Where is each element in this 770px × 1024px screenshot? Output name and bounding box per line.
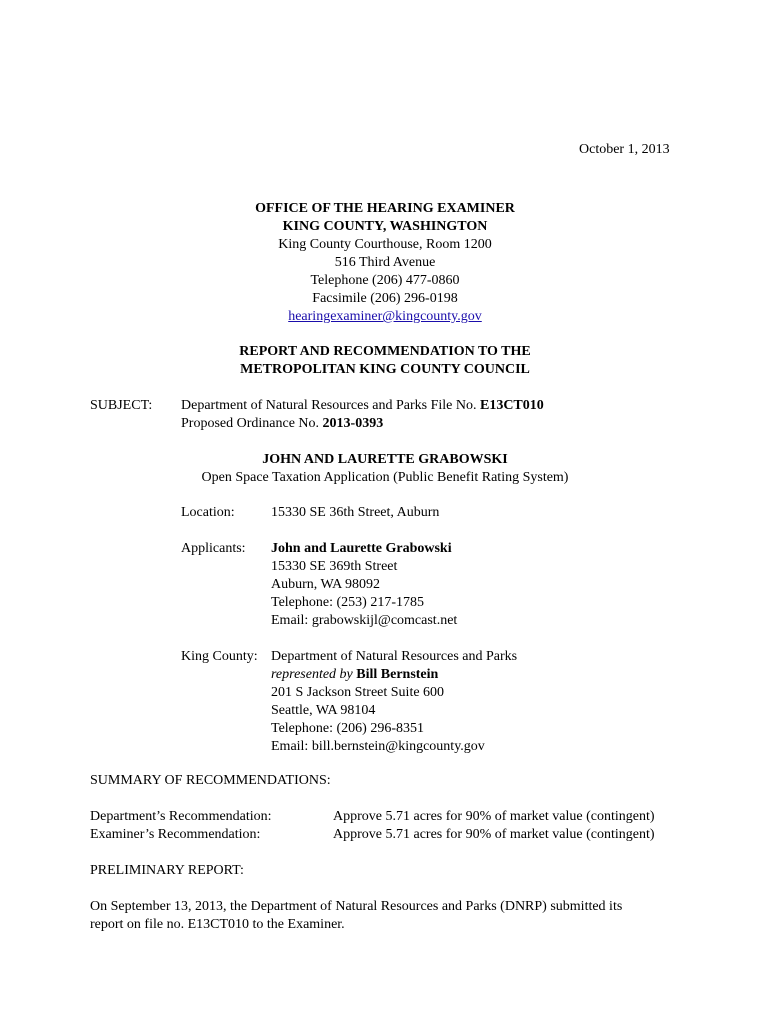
subject-file-number: E13CT010: [479, 398, 544, 413]
office-address-line1: King County Courthouse, Room 1200: [278, 237, 492, 252]
dept-recommendation-label: Department’s Recommendation:: [90, 809, 272, 824]
king-county-representative-line: [271, 666, 438, 684]
applicants-label: Applicants:: [181, 541, 246, 556]
subject-file-prefix: Department of Natural Resources and Parks File No.: [181, 398, 480, 413]
office-subtitle: KING COUNTY, WASHINGTON: [282, 219, 488, 234]
office-facsimile: Facsimile (206) 296-0198: [312, 291, 458, 306]
report-title-line1: REPORT AND RECOMMENDATION TO THE: [239, 344, 531, 359]
represented-by-text: represented by: [271, 667, 353, 682]
office-address-line2: 516 Third Avenue: [334, 255, 436, 270]
subject-ordinance-number: 2013-0393: [322, 416, 384, 431]
preliminary-text-line1: On September 13, 2013, the Department of Natural Resources and Parks (DNRP) submitted its: [90, 899, 623, 914]
application-type: Open Space Taxation Application (Public Benefit Rating System): [201, 470, 569, 485]
examiner-recommendation-value: Approve 5.71 acres for 90% of market value (contingent): [333, 827, 655, 842]
king-county-label: King County:: [181, 649, 258, 664]
location-label: Location:: [181, 505, 235, 520]
examiner-recommendation-label: Examiner’s Recommendation:: [90, 827, 261, 842]
report-date: October 1, 2013: [579, 142, 670, 157]
king-county-city: Seattle, WA 98104: [271, 703, 376, 718]
king-county-email: Email: bill.bernstein@kingcounty.gov: [271, 739, 485, 754]
office-email-row: [0, 308, 770, 326]
subject-ordinance-prefix: Proposed Ordinance No.: [181, 416, 323, 431]
king-county-dept: Department of Natural Resources and Parks: [271, 649, 518, 664]
report-title-line2: METROPOLITAN KING COUNTY COUNCIL: [240, 362, 530, 377]
subject-ordinance-line: [181, 415, 383, 433]
office-email-link[interactable]: hearingexaminer@kingcounty.gov: [288, 309, 482, 324]
preliminary-text-line2: report on file no. E13CT010 to the Examiner.: [90, 917, 345, 932]
subject-label: SUBJECT:: [90, 398, 153, 413]
king-county-street: 201 S Jackson Street Suite 600: [271, 685, 445, 700]
office-telephone: Telephone (206) 477-0860: [310, 273, 460, 288]
applicants-email: Email: grabowskijl@comcast.net: [271, 613, 458, 628]
location-value: 15330 SE 36th Street, Auburn: [271, 505, 440, 520]
applicants-street: 15330 SE 369th Street: [271, 559, 398, 574]
king-county-telephone: Telephone: (206) 296-8351: [271, 721, 424, 736]
applicants-name: John and Laurette Grabowski: [271, 541, 452, 556]
office-title: OFFICE OF THE HEARING EXAMINER: [255, 201, 515, 216]
applicants-city: Auburn, WA 98092: [271, 577, 381, 592]
summary-heading: SUMMARY OF RECOMMENDATIONS:: [90, 773, 331, 788]
dept-recommendation-value: Approve 5.71 acres for 90% of market value (contingent): [333, 809, 655, 824]
applicant-heading: JOHN AND LAURETTE GRABOWSKI: [262, 452, 508, 467]
applicants-telephone: Telephone: (253) 217-1785: [271, 595, 424, 610]
representative-name: Bill Bernstein: [356, 667, 439, 682]
subject-file-line: [181, 397, 544, 415]
preliminary-heading: PRELIMINARY REPORT:: [90, 863, 244, 878]
